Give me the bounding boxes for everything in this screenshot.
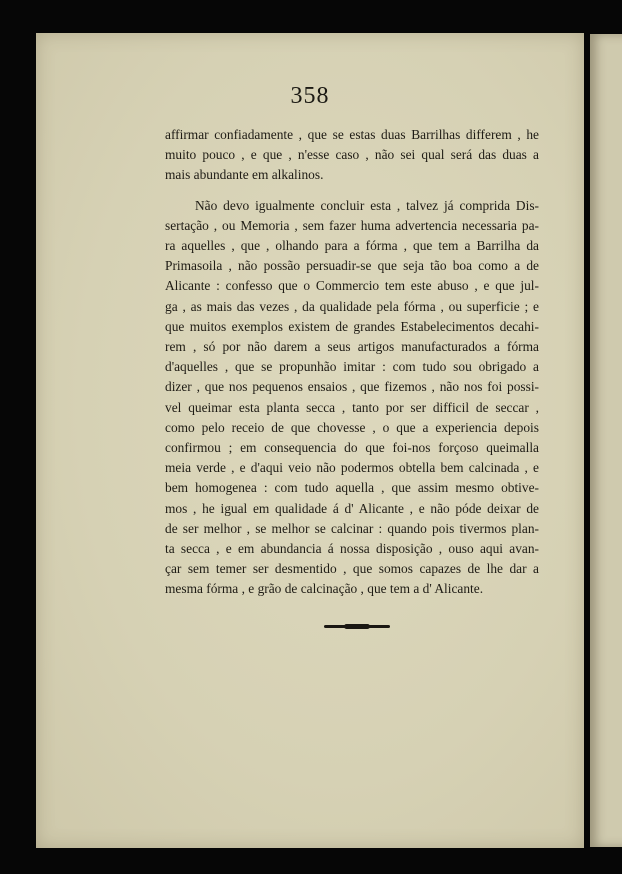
text-line: ta secca , e em abundancia á nossa disposição , ouso aqui avan- — [165, 541, 539, 557]
text-line: confirmou ; em consequencia do que foi-nos forçoso queimalla — [165, 440, 539, 456]
adjacent-page-edge — [590, 34, 622, 847]
text-line: que muitos exemplos existem de grandes Estabelecimentos decahi- — [165, 318, 539, 334]
text-line: Não devo igualmente concluir esta , talvez já comprida Dis- — [195, 197, 539, 213]
text-line: de ser melhor , se melhor se calcinar : quando pois tivermos plan- — [165, 520, 539, 536]
text-line: d'aquelles , que se propunhão imitar : com tudo sou obrigado a — [165, 359, 539, 375]
text-line: ra aquelles , que , olhando para a fórma , que tem a Barrilha da — [165, 238, 539, 254]
text-line: mos , he igual em qualidade á d' Alicante , e não póde deixar de — [165, 500, 539, 516]
paragraph — [165, 196, 539, 600]
text-line: bem homogenea : com tudo aquella , que assim mesmo obtive- — [165, 480, 539, 496]
book-page — [36, 33, 584, 848]
text-line: Alicante : confesso que o Commercio tem este abuso , e que jul- — [165, 278, 539, 294]
text-line: mais abundante em alkalinos. — [165, 167, 324, 183]
text-line: sertação , ou Memoria , sem fazer huma advertencia necessaria pa- — [165, 217, 539, 233]
text-line: meia verde , e d'aqui veio não podermos obtella bem calcinada , e — [165, 460, 539, 476]
decorative-tailpiece-rule — [324, 625, 390, 628]
text-line: mesma fórma , e grão de calcinação , que tem a d' Alicante. — [165, 581, 484, 597]
text-line: affirmar confiadamente , que se estas duas Barrilhas differem , he — [165, 127, 539, 142]
text-line: çar sem temer ser desmentido , que somos capazes de lhe dar a — [165, 561, 539, 577]
text-line: rem , só por não darem a seus artigos manufacturados a fórma — [165, 339, 539, 355]
text-line: dizer , que nos pequenos ensaios , que fizemos , não nos foi possi- — [165, 379, 539, 395]
page-number: 358 — [290, 83, 330, 109]
text-line: como pelo receio de que chovesse , o que a experiencia depois — [165, 419, 539, 435]
text-line: Primasoila , não possão persuadir-se que seja tão boa como a de — [165, 258, 539, 274]
body-text — [165, 125, 539, 600]
text-line: vel queimar esta planta secca , tanto por ser difficil de seccar , — [165, 399, 539, 415]
text-line: ga , as mais das vezes , da qualidade pela fórma , ou superficie ; e — [165, 298, 539, 314]
paragraph — [165, 125, 539, 186]
text-line: muito pouco , e que , n'esse caso , não sei qual será das duas a — [165, 147, 539, 163]
